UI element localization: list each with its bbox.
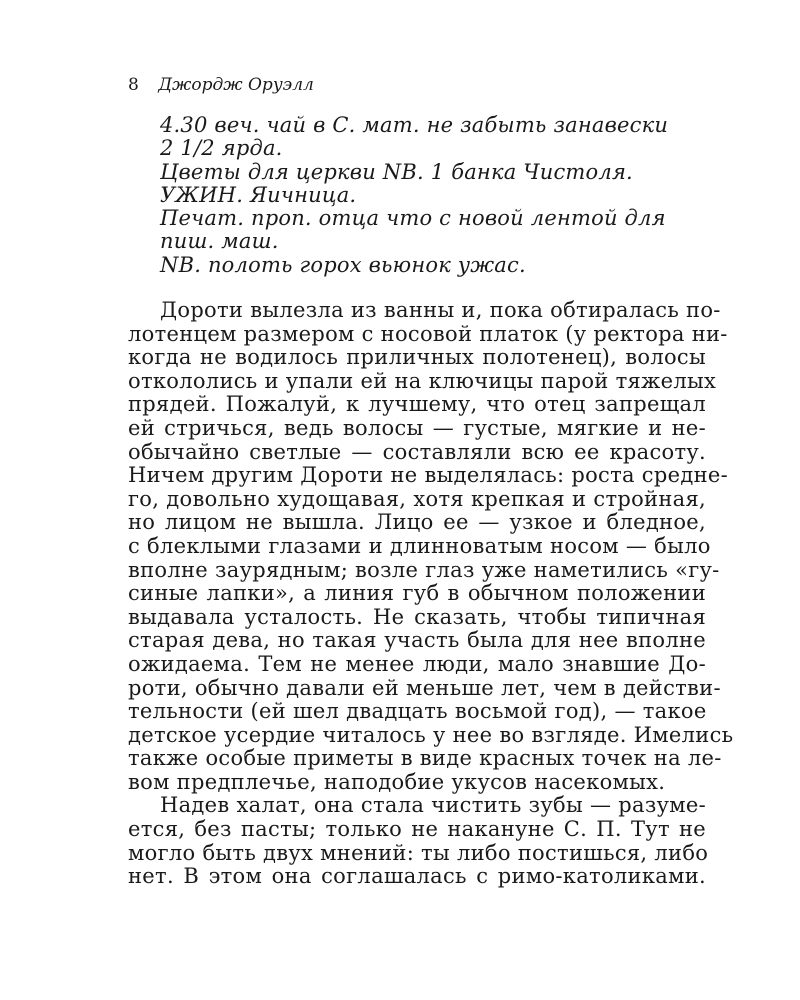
text-line: роти, обычно давали ей меньше лет, чем в действи- <box>128 675 721 700</box>
text-line: откололись и упали ей на ключицы парой тяжелых <box>128 368 717 393</box>
running-head <box>128 74 314 96</box>
text-line: го, довольно худощавая, хотя крепкая и стройная, <box>128 486 706 511</box>
text-line: вом предплечье, наподобие укусов насекомых. <box>128 769 666 794</box>
book-author: Джордж Оруэлл <box>158 75 314 95</box>
note-line: УЖИН. Яичница. <box>160 182 357 207</box>
page-number: 8 <box>128 75 139 95</box>
text-line: с блеклыми глазами и длинноватым носом — было <box>128 533 711 558</box>
text-line: ожидаема. Тем не менее люди, мало знавшие До- <box>128 651 706 676</box>
note-line: Цветы для церкви NB. 1 банка Чистоля. <box>160 159 633 184</box>
note-line: Печат. проп. отца что с новой лентой для <box>160 206 666 231</box>
body-text <box>128 298 734 889</box>
text-line: когда не водилось приличных полотенец), волосы <box>128 345 706 370</box>
text-line: Дороти вылезла из ванны и, пока обтиралась по- <box>160 298 721 322</box>
text-line: лотенцем размером с носовой платок (у ректора ни- <box>128 321 728 346</box>
text-line: Ничем другим Дороти не выделялась: роста средне- <box>128 463 728 488</box>
text-line: также особые приметы в виде красных точек на ле- <box>128 746 722 771</box>
text-line: тельности (ей шел двадцать восьмой год), — такое <box>128 699 707 724</box>
text-line: старая дева, но такая участь была для нее вполне <box>128 628 706 653</box>
paragraph-2 <box>128 793 709 889</box>
text-line: но лицом не вышла. Лицо ее — узкое и бледное, <box>128 510 706 535</box>
text-line: синые лапки», а линия губ в обычном положении <box>128 581 706 606</box>
text-line: ется, без пасты; только не накануне С. П. Тут не <box>128 817 706 842</box>
note-line: пиш. маш. <box>160 229 279 254</box>
text-line: обычайно светлые — составляли всю ее красоту. <box>128 439 706 464</box>
note-line: NB. полоть горох вьюнок ужас. <box>160 252 526 277</box>
text-line: выдавала усталость. Не сказать, чтобы типичная <box>128 604 706 629</box>
text-line: ей стричься, ведь волосы — густые, мягкие и не- <box>128 415 706 440</box>
text-line: Надев халат, она стала чистить зубы — разуме- <box>160 793 706 818</box>
text-line: прядей. Пожалуй, к лучшему, что отец запрещал <box>128 392 706 417</box>
text-line: детское усердие читалось у нее во взгляде. Имелись <box>128 722 734 747</box>
diary-note-block <box>160 114 700 277</box>
text-line: могло быть двух мнений: ты либо постишься, либо <box>128 840 709 865</box>
note-line: 2 1/2 ярда. <box>160 136 283 161</box>
text-line: вполне заурядным; возле глаз уже наметились «гу- <box>128 557 720 582</box>
paragraph-1 <box>128 298 734 794</box>
note-line: 4.30 веч. чай в С. мат. не забыть занавески <box>160 113 669 137</box>
text-line: нет. В этом она соглашалась с римо-католиками. <box>128 864 706 889</box>
